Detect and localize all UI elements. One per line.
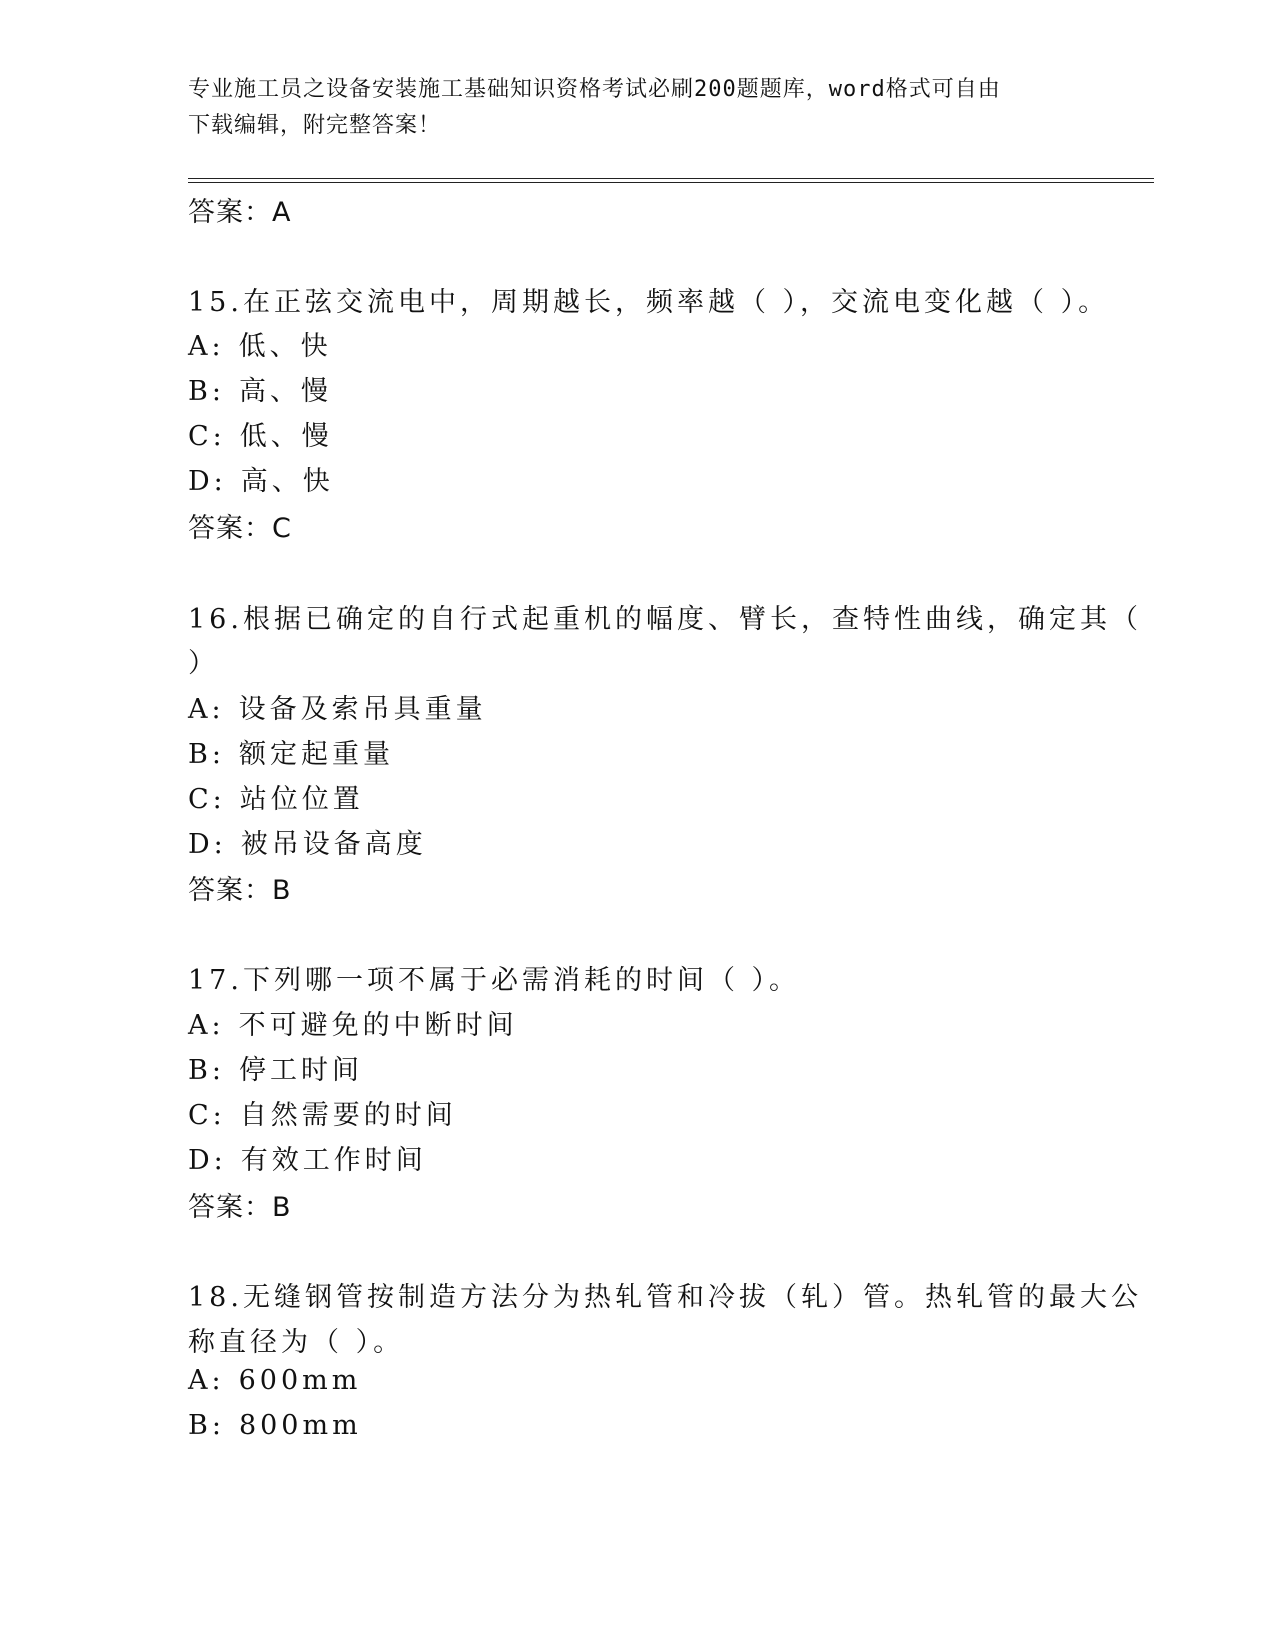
option-text: 800mm xyxy=(238,1410,362,1441)
option-key: D: xyxy=(188,829,227,860)
header-line-1: 专业施工员之设备安装施工基础知识资格考试必刷200题题库，word格式可自由 xyxy=(188,77,1001,102)
option-text: 高、慢 xyxy=(238,376,332,407)
header-line-2: 下载编辑，附完整答案！ xyxy=(188,113,442,138)
answer: 答案：C xyxy=(188,513,292,544)
option-c xyxy=(188,414,333,453)
option-key: B: xyxy=(188,1055,225,1086)
option-key: A: xyxy=(188,331,225,362)
option-d xyxy=(188,459,334,498)
document-header xyxy=(188,72,1088,144)
option-key: B: xyxy=(188,1410,225,1441)
option-text: 有效工作时间 xyxy=(240,1145,427,1176)
previous-answer: 答案：A xyxy=(188,197,292,228)
option-a xyxy=(188,687,487,726)
option-b xyxy=(188,369,332,408)
option-text: 低、慢 xyxy=(239,421,333,452)
question-stem: 18.无缝钢管按制造方法分为热轧管和冷拔（轧）管。热轧管的最大公 xyxy=(188,1282,1142,1313)
option-a xyxy=(188,1003,518,1042)
option-d xyxy=(188,822,427,861)
option-d xyxy=(188,1138,427,1177)
option-text: 高、快 xyxy=(240,466,334,497)
question-stem: 15.在正弦交流电中，周期越长，频率越（ ），交流电变化越（ ）。 xyxy=(188,287,1110,318)
question-stem: 16.根据已确定的自行式起重机的幅度、臂长，查特性曲线，确定其（ xyxy=(188,604,1142,635)
option-key: A: xyxy=(188,1365,225,1396)
option-a xyxy=(188,324,332,363)
option-key: A: xyxy=(188,694,225,725)
option-text: 站位位置 xyxy=(239,784,364,815)
question-stem: 17.下列哪一项不属于必需消耗的时间（ ）。 xyxy=(188,965,801,996)
answer: 答案：B xyxy=(188,1192,292,1223)
option-text: 设备及索吊具重量 xyxy=(238,694,487,725)
option-b xyxy=(188,1410,362,1441)
header-divider-top xyxy=(188,178,1154,179)
option-text: 被吊设备高度 xyxy=(240,829,427,860)
option-key: C: xyxy=(188,784,226,815)
question-stem-continued: ） xyxy=(188,648,219,679)
option-text: 低、快 xyxy=(238,331,332,362)
option-key: C: xyxy=(188,421,226,452)
option-key: D: xyxy=(188,1145,227,1176)
answer: 答案：B xyxy=(188,875,292,906)
option-text: 不可避免的中断时间 xyxy=(238,1010,518,1041)
option-key: B: xyxy=(188,739,225,770)
option-c xyxy=(188,777,364,816)
option-c xyxy=(188,1093,457,1132)
option-a xyxy=(188,1365,361,1396)
question-stem-continued: 称直径为（ ）。 xyxy=(188,1327,405,1358)
option-key: A: xyxy=(188,1010,225,1041)
option-text: 停工时间 xyxy=(238,1055,363,1086)
option-key: B: xyxy=(188,376,225,407)
option-key: C: xyxy=(188,1100,226,1131)
option-b xyxy=(188,732,394,771)
option-b xyxy=(188,1048,363,1087)
option-text: 自然需要的时间 xyxy=(239,1100,457,1131)
option-text: 600mm xyxy=(238,1365,362,1396)
header-divider-bottom xyxy=(188,182,1154,183)
option-text: 额定起重量 xyxy=(238,739,394,770)
option-key: D: xyxy=(188,466,227,497)
